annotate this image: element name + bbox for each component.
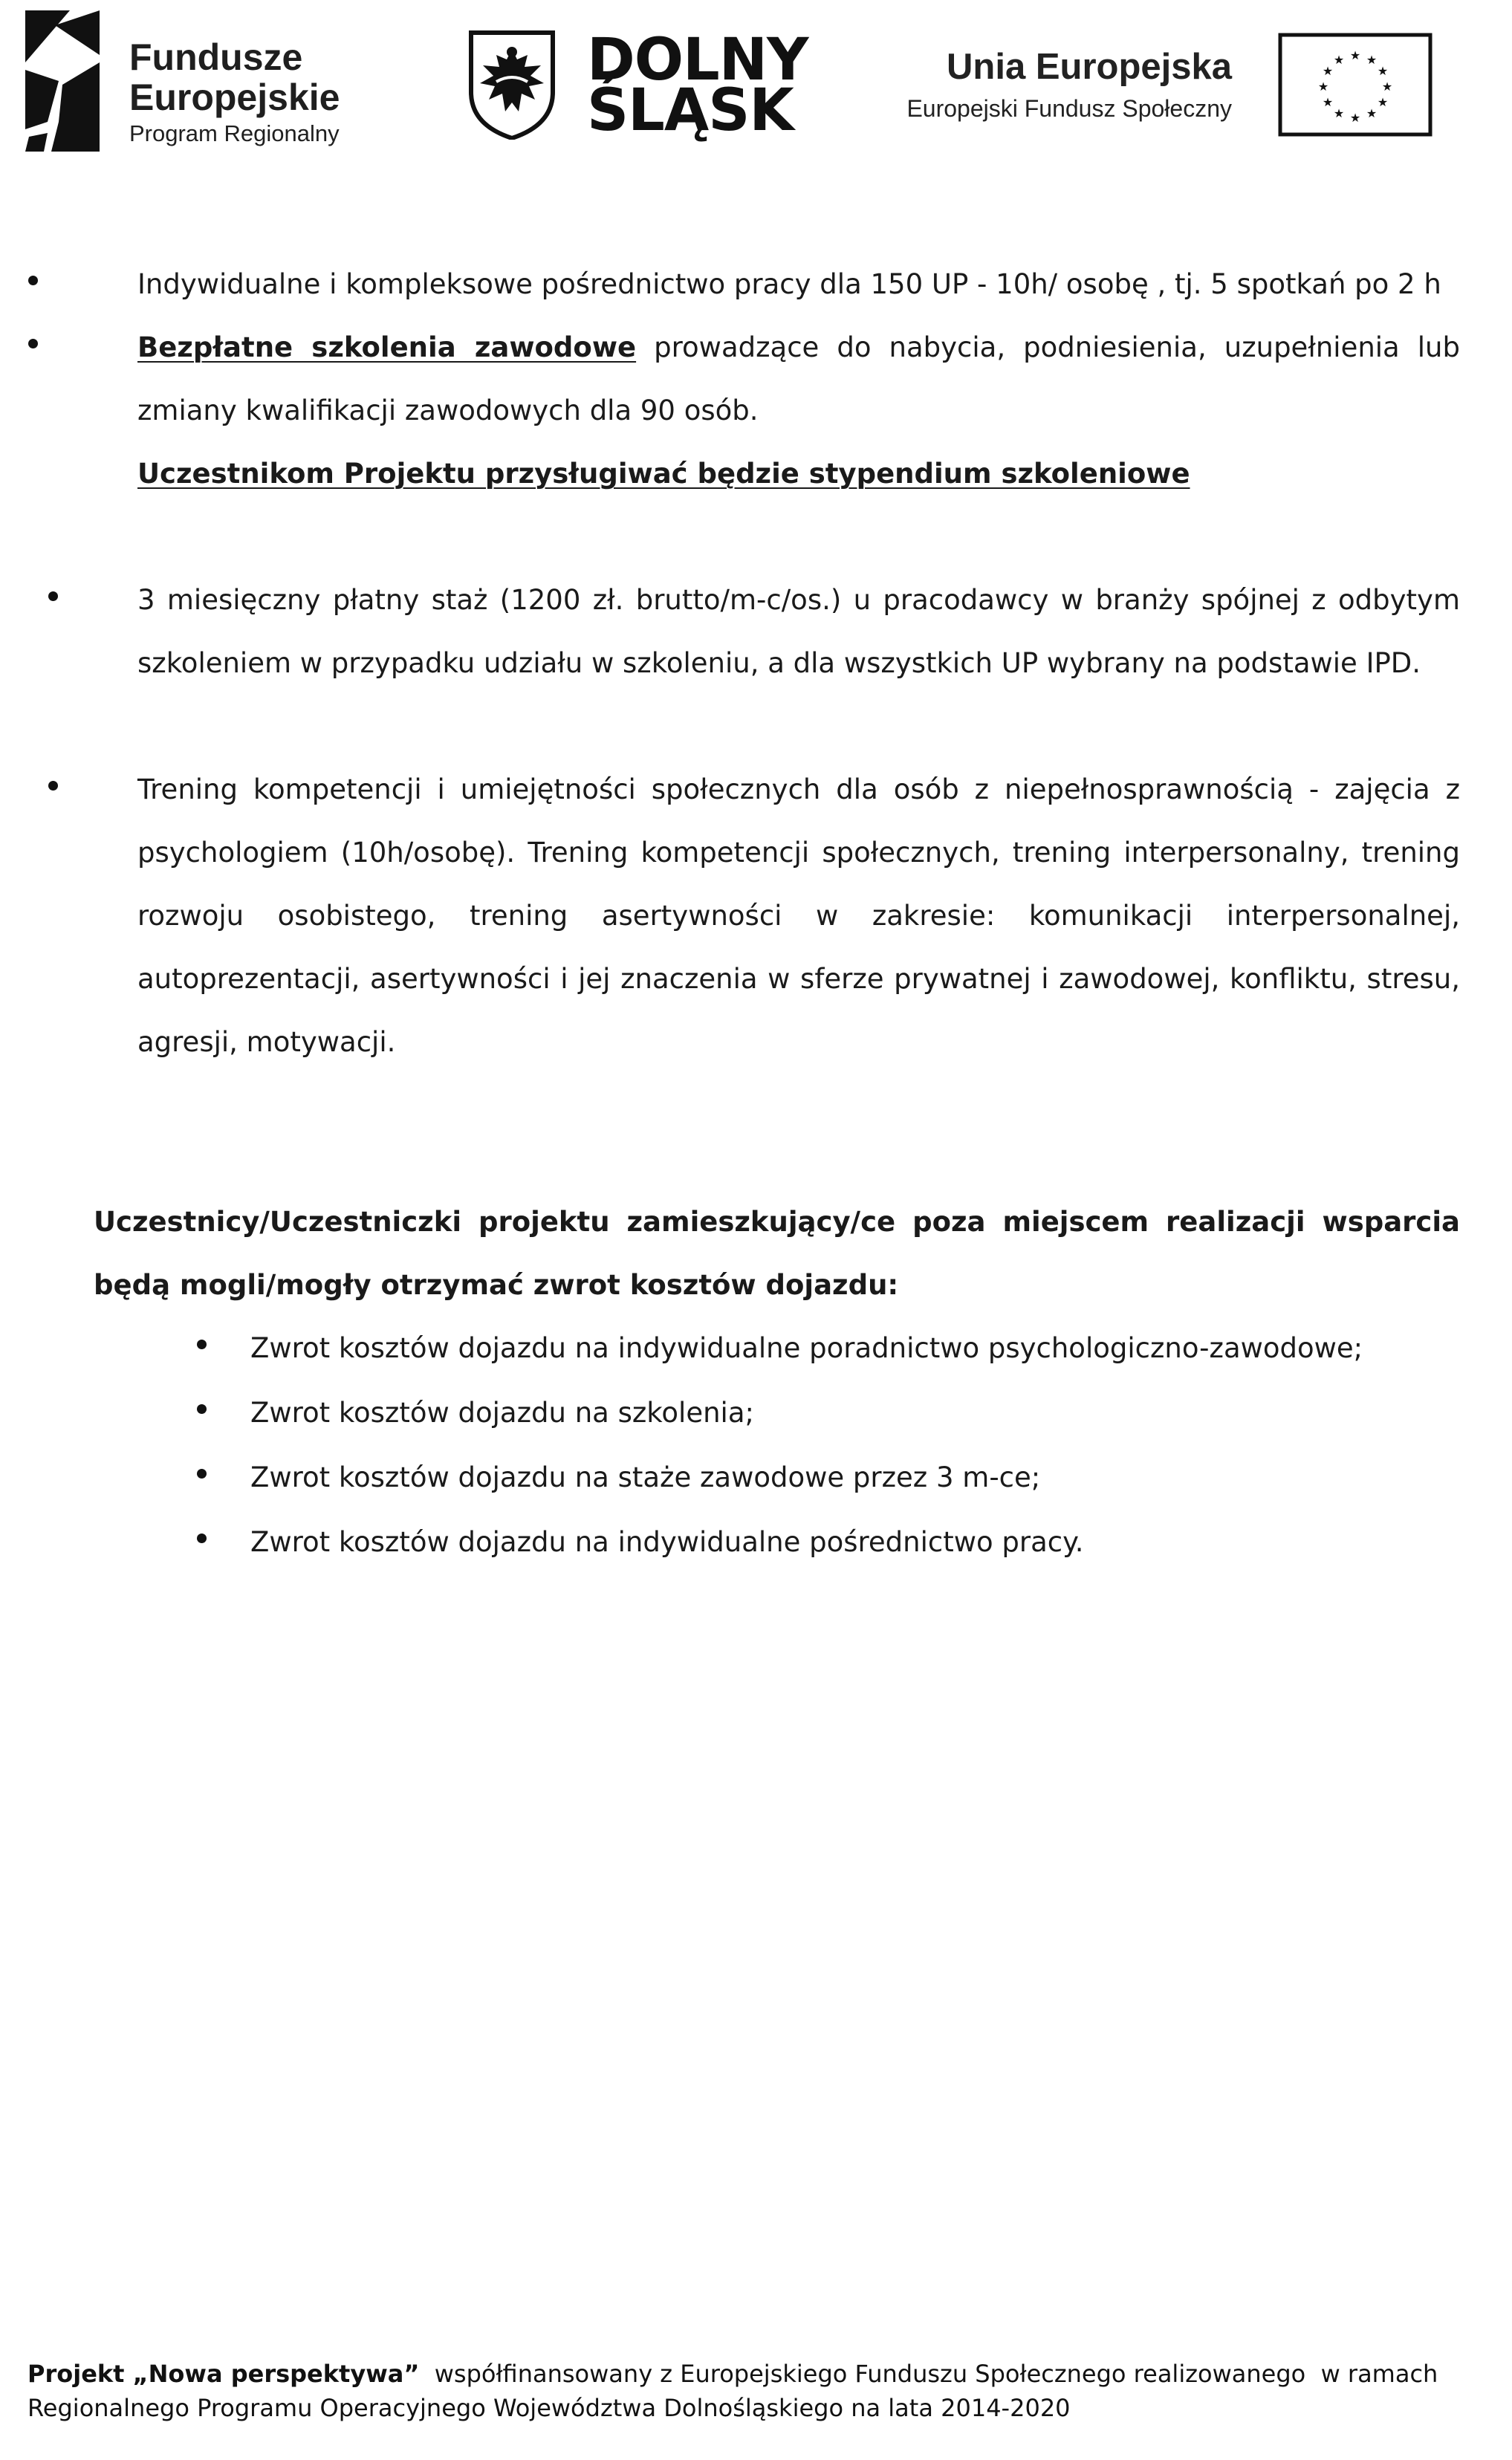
svg-text:★: ★ bbox=[1366, 53, 1378, 67]
bullet-icon bbox=[28, 339, 38, 348]
list-item-internship: 3 miesięczny płatny staż (1200 zł. brutto/m-c/os.) u pracodawcy w branży spójnej z odbytym szkoleniem w przypadku udziału w szkoleniu, a dla wszystkich UP wybrany na podstawie IPD. bbox=[137, 584, 1460, 679]
dolny-slask-logo bbox=[467, 27, 808, 149]
fundusze-europejskie-mark-icon bbox=[25, 10, 100, 152]
bullet-icon bbox=[48, 781, 58, 791]
eagle-crest-icon bbox=[467, 30, 557, 140]
fundusze-europejskie-logo bbox=[25, 10, 367, 152]
ue-logo-line1: Unia Europejska bbox=[947, 47, 1232, 87]
fe-logo-line3: Program Regionalny bbox=[129, 120, 340, 146]
footer-line1 bbox=[27, 2357, 1484, 2391]
footer-cofinancing: współfinansowany z Europejskiego Funduszu Społecznego realizowanego w ramach bbox=[419, 2360, 1438, 2388]
bullet-icon bbox=[48, 591, 58, 601]
bullet-icon bbox=[197, 1534, 207, 1543]
bullet-icon bbox=[197, 1469, 207, 1479]
eu-flag-icon bbox=[1278, 33, 1432, 137]
header bbox=[0, 0, 1512, 163]
bullet-icon bbox=[197, 1404, 207, 1414]
ds-logo-line1: DOLNY bbox=[587, 27, 808, 94]
svg-text:★: ★ bbox=[1317, 79, 1329, 94]
fe-logo-line1: Fundusze bbox=[129, 36, 303, 78]
travel-item: Zwrot kosztów dojazdu na szkolenia; bbox=[250, 1397, 754, 1429]
footer bbox=[27, 2357, 1484, 2425]
training-description: prowadzące do nabycia, podniesienia, uzupełnienia lub zmiany kwalifikacji zawodowych dla 90 osób. bbox=[137, 331, 1460, 426]
ue-logo-line2: Europejski Fundusz Społeczny bbox=[906, 95, 1232, 122]
svg-text:★: ★ bbox=[1349, 48, 1361, 62]
footer-line2: Regionalnego Programu Operacyjnego Województwa Dolnośląskiego na lata 2014-2020 bbox=[27, 2394, 1071, 2422]
fe-logo-line2: Europejskie bbox=[129, 77, 340, 118]
travel-item: Zwrot kosztów dojazdu na indywidualne pośrednictwo pracy. bbox=[250, 1526, 1084, 1558]
travel-item: Zwrot kosztów dojazdu na indywidualne poradnictwo psychologiczno-zawodowe; bbox=[250, 1332, 1363, 1364]
list-item-training bbox=[137, 316, 1460, 442]
stipend-note: Uczestnikom Projektu przysługiwać będzie stypendium szkoleniowe bbox=[137, 458, 1190, 490]
svg-text:★: ★ bbox=[1333, 53, 1345, 67]
training-title: Bezpłatne szkolenia zawodowe bbox=[137, 331, 637, 363]
svg-text:★: ★ bbox=[1322, 95, 1334, 109]
svg-text:★: ★ bbox=[1366, 106, 1378, 120]
svg-text:★: ★ bbox=[1377, 64, 1389, 78]
svg-text:★: ★ bbox=[1322, 64, 1334, 78]
svg-text:★: ★ bbox=[1333, 106, 1345, 120]
bullet-icon bbox=[197, 1340, 207, 1349]
travel-refund-heading: Uczestnicy/Uczestniczki projektu zamieszkujący/ce poza miejscem realizacji wsparcia będą mogli/mogły otrzymać zwrot kosztów dojazdu: bbox=[94, 1206, 1460, 1301]
list-item-placement: Indywidualne i kompleksowe pośrednictwo pracy dla 150 UP - 10h/ osobę , tj. 5 spotkań po 2 h bbox=[137, 268, 1441, 300]
footer-project-name: Projekt „Nowa perspektywa” bbox=[27, 2360, 420, 2388]
svg-text:★: ★ bbox=[1349, 111, 1361, 125]
unia-europejska-logo bbox=[906, 33, 1432, 144]
travel-item: Zwrot kosztów dojazdu na staże zawodowe przez 3 m-ce; bbox=[250, 1461, 1041, 1493]
svg-text:★: ★ bbox=[1377, 95, 1389, 109]
bullet-icon bbox=[28, 276, 38, 285]
list-item-competence-training: Trening kompetencji i umiejętności społecznych dla osób z niepełnosprawnością - zajęcia z psychologiem (10h/osobę). Trening kompetencji społecznych, trening interpersonalny, trening rozwoju osobistego, trening asertywności w zakresie: komunikacji interpersonalnej, autoprezentacji, asertywności i jej znaczenia w sferze prywatnej i zawodowej, konfliktu, stresu, agresji, motywacji. bbox=[137, 773, 1460, 1058]
svg-text:★: ★ bbox=[1381, 79, 1393, 94]
ds-logo-line2: ŚLĄSK bbox=[587, 77, 794, 144]
